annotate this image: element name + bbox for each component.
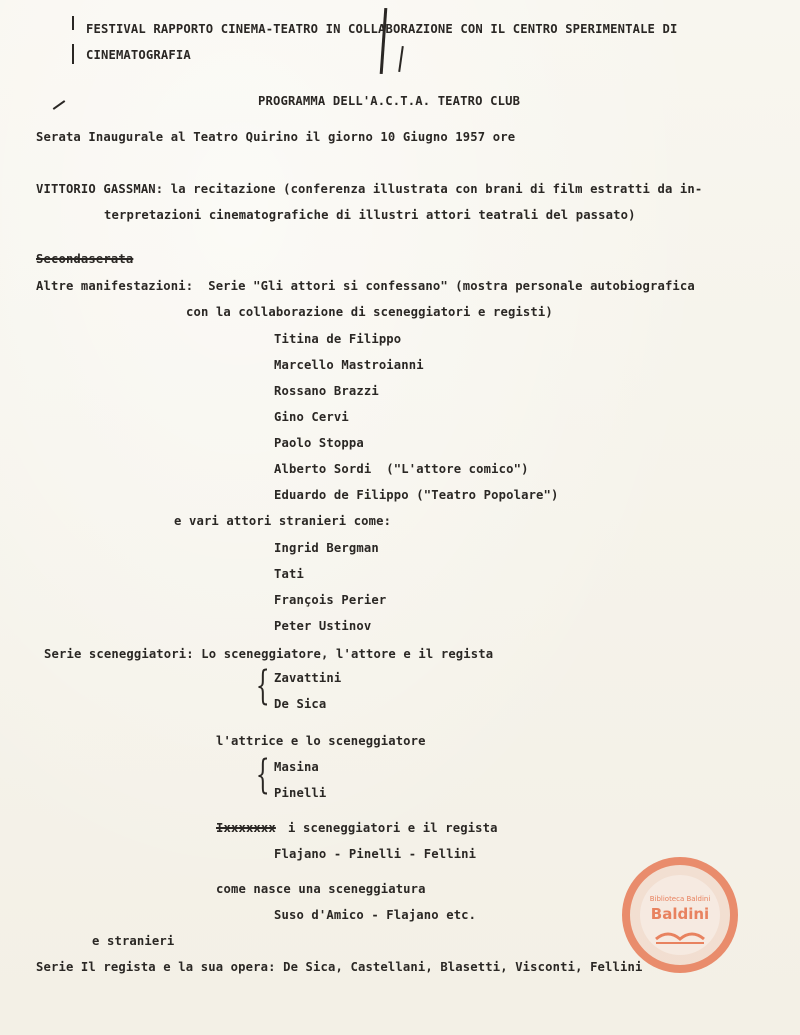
actor-item: Titina de Filippo [274, 332, 402, 346]
brace-icon: { [255, 752, 270, 798]
brace-icon: { [255, 663, 270, 709]
actor-item: Alberto Sordi ("L'attore comico") [274, 462, 529, 476]
gassman-line-1: VITTORIO GASSMAN: la recitazione (conferenza illustrata con brani di film estratti da in- [36, 182, 703, 196]
pair1-name: De Sica [274, 697, 327, 711]
actor-item: Eduardo de Filippo ("Teatro Popolare") [274, 488, 559, 502]
foreign-actor-item: Ingrid Bergman [274, 541, 379, 555]
svg-text:Baldini: Baldini [650, 905, 710, 923]
ink-mark [72, 44, 74, 64]
foreign-actor-item: François Perier [274, 593, 387, 607]
ink-mark [398, 46, 404, 72]
program-title: PROGRAMMA DELL'A.C.T.A. TEATRO CLUB [258, 94, 521, 108]
ink-mark [72, 16, 74, 30]
altre-manifestazioni-line-1: Altre manifestazioni: Serie "Gli attori si confessano" (mostra personale autobiografica [36, 279, 695, 293]
header-line-1: FESTIVAL RAPPORTO CINEMA-TEATRO IN COLLABORAZIONE CON IL CENTRO SPERIMENTALE DI [86, 22, 678, 36]
actor-item: Gino Cervi [274, 410, 349, 424]
serie-regista-line: Serie Il regista e la sua opera: De Sica, Castellani, Blasetti, Visconti, Fellini [36, 960, 643, 974]
actor-item: Marcello Mastroianni [274, 358, 424, 372]
gassman-line-2: terpretazioni cinematografiche di illustri attori teatrali del passato) [104, 208, 636, 222]
suso-line: Suso d'Amico - Flajano etc. [274, 908, 477, 922]
ink-mark [53, 100, 66, 110]
foreign-actor-item: Tati [274, 567, 304, 581]
stranieri-line: e stranieri [92, 934, 175, 948]
pair1-name: Zavattini [274, 671, 342, 685]
inaugural-line: Serata Inaugurale al Teatro Quirino il giorno 10 Giugno 1957 ore [36, 130, 516, 144]
attrice-line: l'attrice e lo sceneggiatore [216, 734, 426, 748]
altre-manifestazioni-line-2: con la collaborazione di sceneggiatori e registi) [186, 305, 553, 319]
serie-sceneggiatori-line: Serie sceneggiatori: Lo sceneggiatore, l'attore e il regista [44, 647, 494, 661]
actor-item: Rossano Brazzi [274, 384, 379, 398]
trio-line: Flajano - Pinelli - Fellini [274, 847, 477, 861]
pair2-name: Masina [274, 760, 319, 774]
svg-text:Biblioteca Baldini: Biblioteca Baldini [649, 895, 711, 903]
foreign-actor-item: Peter Ustinov [274, 619, 372, 633]
pair2-name: Pinelli [274, 786, 327, 800]
regista-line: i sceneggiatori e il regista [288, 821, 498, 835]
foreign-intro: e vari attori stranieri come: [174, 514, 392, 528]
struck-word: Ixxxxxxx [216, 821, 276, 835]
actor-item: Paolo Stoppa [274, 436, 364, 450]
struck-heading: Secondaserata [36, 252, 134, 266]
ink-mark [380, 8, 388, 74]
library-stamp-logo [620, 855, 740, 975]
header-line-2: CINEMATOGRAFIA [86, 48, 191, 62]
come-nasce-line: come nasce una sceneggiatura [216, 882, 426, 896]
